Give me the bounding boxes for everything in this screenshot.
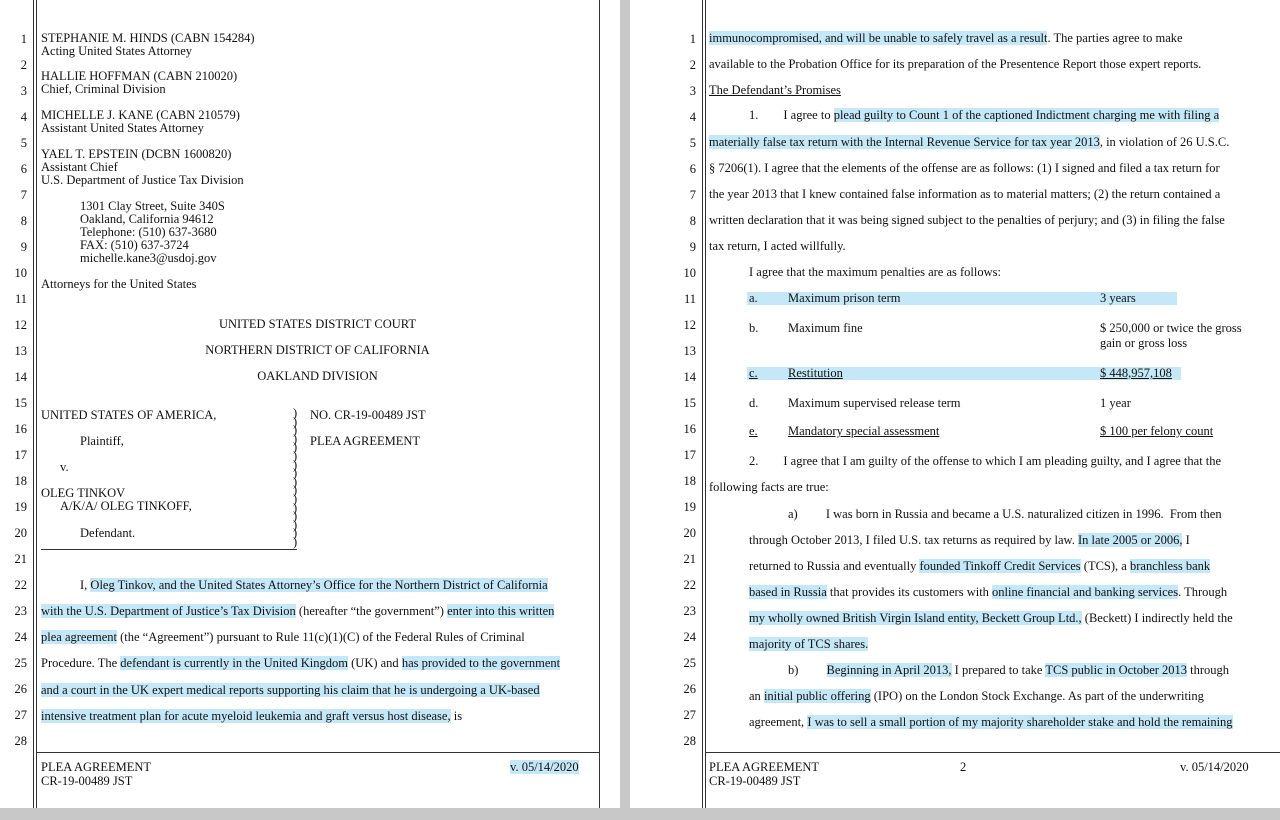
line-number: 9	[689, 240, 696, 254]
counsel-kane-title: Assistant United States Attorney	[41, 121, 204, 135]
counsel-epstein: YAEL T. EPSTEIN (DCBN 1600820)	[41, 147, 232, 161]
line-number: 7	[20, 188, 27, 202]
line-number: 12	[683, 318, 696, 332]
line-number: 1	[20, 32, 27, 46]
line-number: 19	[683, 500, 696, 514]
line-number: 11	[683, 292, 696, 306]
body-line-22: I, Oleg Tinkov, and the United States Attorney’s Office for the Northern District of California	[80, 578, 548, 592]
counsel-hinds-title: Acting United States Attorney	[41, 44, 193, 58]
p2-line-8: written declaration that it was being signed subject to the penalties of perjury; and (3) in filing the false	[709, 213, 1225, 227]
p2-line-20: through October 2013, I filed U.S. tax returns as required by law. In late 2005 or 2006, I	[749, 533, 1190, 547]
line-number: 14	[14, 370, 27, 384]
penalty-row-b: b. Maximum fine $ 250,000 or twice the gross gain or gross loss	[749, 321, 1242, 350]
court-district: NORTHERN DISTRICT OF CALIFORNIA	[205, 343, 430, 357]
footer-title: PLEA AGREEMENT	[709, 760, 820, 774]
line-number: 4	[689, 110, 696, 124]
line-number: 18	[14, 474, 27, 488]
p2-line-2: available to the Probation Office for its preparation of the Presentence Report those expert reports.	[709, 57, 1202, 71]
margin-rule-left-inner	[36, 0, 37, 808]
p2-line-10: I agree that the maximum penalties are as follows:	[749, 265, 1001, 279]
line-number: 26	[683, 682, 696, 696]
margin-rule-left-inner	[705, 0, 706, 808]
attorneys-for: Attorneys for the United States	[41, 277, 197, 291]
line-number: 24	[14, 630, 27, 644]
penalty-row-c: c. Restitution $ 448,957,108	[747, 367, 1181, 380]
body-line-27: intensive treatment plan for acute myeloid leukemia and graft versus host disease, is	[41, 709, 463, 723]
page-number: 2	[960, 760, 967, 774]
line-number: 9	[20, 240, 27, 254]
caption-plaintiff: UNITED STATES OF AMERICA,	[41, 408, 217, 422]
office-telephone: Telephone: (510) 637-3680	[80, 225, 217, 239]
counsel-hoffman: HALLIE HOFFMAN (CABN 210020)	[41, 69, 238, 83]
line-number: 8	[20, 214, 27, 228]
caption-versus: v.	[60, 460, 69, 474]
line-number: 14	[683, 370, 696, 384]
line-number: 17	[14, 448, 27, 462]
footer-rule	[705, 752, 1280, 753]
line-number: 12	[14, 318, 27, 332]
margin-rule-left-outer	[702, 0, 703, 808]
body-line-23: with the U.S. Department of Justice’s Tax Division (hereafter “the government”) enter into this written	[41, 604, 555, 618]
counsel-kane: MICHELLE J. KANE (CABN 210579)	[41, 108, 240, 122]
line-number: 6	[20, 162, 27, 176]
caption-defendant: OLEG TINKOV	[41, 486, 126, 500]
counsel-epstein-title: Assistant Chief	[41, 160, 118, 174]
line-number: 3	[689, 84, 696, 98]
line-number: 22	[683, 578, 696, 592]
line-number: 19	[14, 500, 27, 514]
line-number: 1	[689, 32, 696, 46]
p2-line-21: returned to Russia and eventually founded Tinkoff Credit Services (TCS), a branchless bank	[749, 559, 1211, 573]
line-number: 16	[14, 422, 27, 436]
caption-parentheses: ) ) ) ) ) ) ) ) ) ) ) ) ) ) ) )	[293, 406, 298, 549]
p2-line-27: agreement, I was to sell a small portion of my majority shareholder stake and hold the remaining	[749, 715, 1233, 729]
line-number: 28	[683, 734, 696, 748]
line-number: 21	[683, 552, 696, 566]
p2-line-9: tax return, I acted willfully.	[709, 239, 846, 253]
line-number: 23	[683, 604, 696, 618]
margin-rule-right	[599, 0, 600, 808]
section-heading-defendant-promises: The Defendant’s Promises	[709, 83, 841, 97]
counsel-epstein-dept: U.S. Department of Justice Tax Division	[41, 173, 244, 187]
penalty-row-d: d. Maximum supervised release term 1 year	[749, 396, 1131, 410]
p2-line-4: 1. I agree to plead guilty to Count 1 of the captioned Indictment charging me with filing a	[749, 108, 1220, 122]
p2-line-1: immunocompromised, and will be unable to safely travel as a result. The parties agree to make	[709, 31, 1183, 45]
line-number: 13	[683, 344, 696, 358]
counsel-hinds: STEPHANIE M. HINDS (CABN 154284)	[41, 31, 255, 45]
document-title: PLEA AGREEMENT	[310, 434, 421, 448]
line-number: 6	[689, 162, 696, 176]
line-number: 3	[20, 84, 27, 98]
p2-line-22: based in Russia that provides its customers with online financial and banking services. Through	[749, 585, 1228, 599]
line-number: 4	[20, 110, 27, 124]
court-name: UNITED STATES DISTRICT COURT	[219, 317, 416, 331]
p2-line-7: the year 2013 that I knew contained false information as to material matters; (2) the return contained a	[709, 187, 1221, 201]
line-number: 13	[14, 344, 27, 358]
footer-case: CR-19-00489 JST	[41, 774, 133, 788]
p2-line-18: following facts are true:	[709, 480, 829, 494]
line-number: 5	[689, 136, 696, 150]
line-number: 20	[14, 526, 27, 540]
caption-plaintiff-role: Plaintiff,	[80, 434, 124, 448]
counsel-hoffman-title: Chief, Criminal Division	[41, 82, 166, 96]
line-number: 26	[14, 682, 27, 696]
line-number: 10	[683, 266, 696, 280]
penalty-row-e: e. Mandatory special assessment $ 100 per felony count	[749, 424, 1214, 438]
line-number: 21	[14, 552, 27, 566]
p2-line-25: b) Beginning in April 2013, I prepared to take TCS public in October 2013 through	[788, 663, 1230, 677]
line-number: 7	[689, 188, 696, 202]
court-division: OAKLAND DIVISION	[257, 369, 378, 383]
office-email: michelle.kane3@usdoj.gov	[80, 251, 217, 265]
line-number: 24	[683, 630, 696, 644]
line-number: 16	[683, 422, 696, 436]
penalty-row-a: a. Maximum prison term 3 years	[747, 292, 1177, 305]
line-number: 11	[14, 292, 27, 306]
office-address-2: Oakland, California 94612	[80, 212, 214, 226]
case-number: NO. CR-19-00489 JST	[310, 408, 426, 422]
line-number: 18	[683, 474, 696, 488]
footer-title: PLEA AGREEMENT	[41, 760, 152, 774]
line-number: 27	[683, 708, 696, 722]
line-number: 22	[14, 578, 27, 592]
line-number: 2	[20, 58, 27, 72]
line-number: 15	[14, 396, 27, 410]
line-number: 28	[14, 734, 27, 748]
line-number: 5	[20, 136, 27, 150]
line-number: 15	[683, 396, 696, 410]
line-number: 17	[683, 448, 696, 462]
p2-line-24: majority of TCS shares.	[749, 637, 869, 651]
body-line-25: Procedure. The defendant is currently in the United Kingdom (UK) and has provided to the government	[41, 656, 561, 670]
caption-underline	[41, 549, 297, 550]
document-page-1	[0, 0, 620, 808]
line-number: 8	[689, 214, 696, 228]
office-address-1: 1301 Clay Street, Suite 340S	[80, 199, 225, 213]
body-line-26: and a court in the UK expert medical reports supporting his claim that he is undergoing a UK-based	[41, 683, 540, 697]
p2-line-23: my wholly owned British Virgin Island entity, Beckett Group Ltd., (Beckett) I indirectly held the	[749, 611, 1233, 625]
footer-case: CR-19-00489 JST	[709, 774, 801, 788]
line-number: 10	[14, 266, 27, 280]
line-number: 25	[14, 656, 27, 670]
p2-line-26: an initial public offering (IPO) on the London Stock Exchange. As part of the underwriting	[749, 689, 1204, 703]
caption-defendant-aka: A/K/A/ OLEG TINKOFF,	[60, 499, 192, 513]
body-line-24: plea agreement (the “Agreement”) pursuant to Rule 11(c)(1)(C) of the Federal Rules of Criminal	[41, 630, 525, 644]
footer-rule	[36, 752, 599, 753]
p2-line-17: 2. I agree that I am guilty of the offense to which I am pleading guilty, and I agree that the	[749, 454, 1222, 468]
line-number: 20	[683, 526, 696, 540]
footer-version: v. 05/14/2020	[1180, 760, 1249, 774]
line-number: 23	[14, 604, 27, 618]
p2-line-6: § 7206(1). I agree that the elements of the offense are as follows: (1) I signed and filed a tax return for	[709, 161, 1220, 175]
line-number: 2	[689, 58, 696, 72]
document-page-2	[630, 0, 1280, 808]
line-number: 25	[683, 656, 696, 670]
caption-defendant-role: Defendant.	[80, 526, 136, 540]
office-fax: FAX: (510) 637-3724	[80, 238, 189, 252]
footer-version: v. 05/14/2020	[510, 760, 579, 774]
line-number: 27	[14, 708, 27, 722]
margin-rule-left-outer	[33, 0, 34, 808]
p2-line-5: materially false tax return with the Internal Revenue Service for tax year 2013, in violation of 26 U.S.C.	[709, 135, 1230, 149]
p2-line-19: a) I was born in Russia and became a U.S. naturalized citizen in 1996. From then	[788, 507, 1222, 521]
